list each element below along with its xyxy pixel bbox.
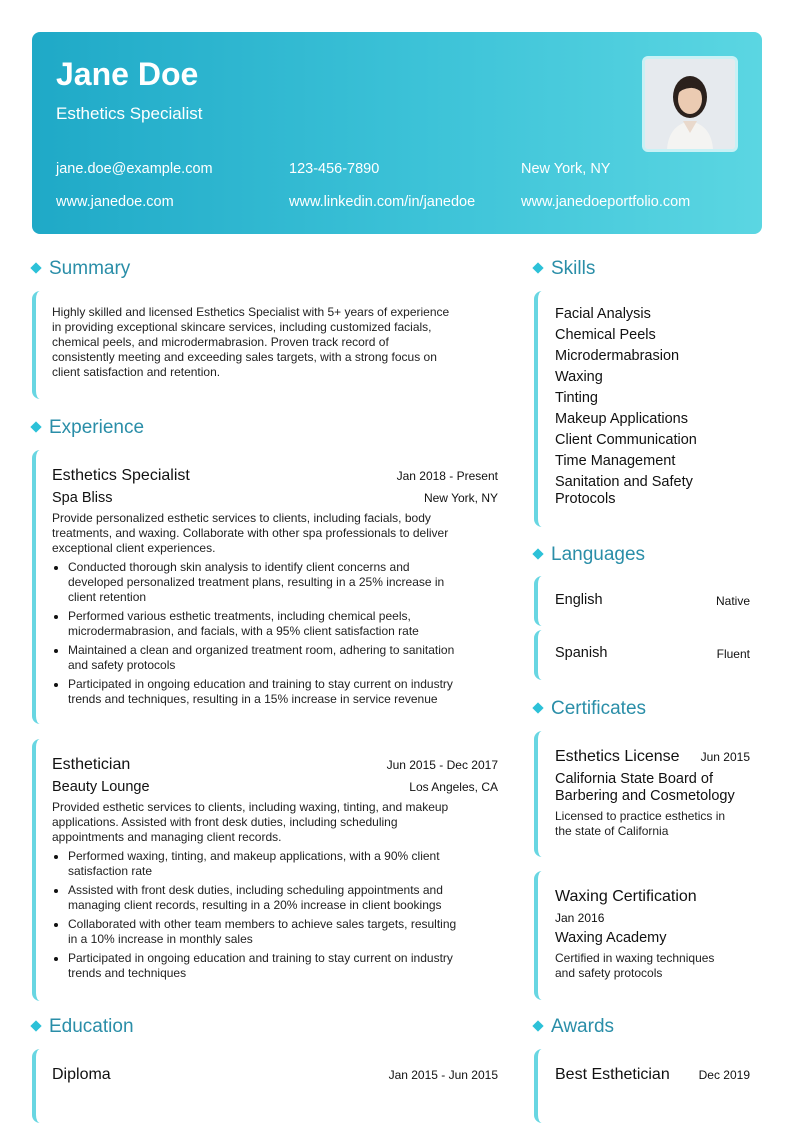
- list-item: Performed various esthetic treatments, including chemical peels, microdermabrasion, and facials, with a 95% client satisfaction rate: [52, 609, 454, 639]
- language-level: Native: [715, 594, 750, 608]
- experience-entry: [32, 450, 506, 724]
- portfolio-link[interactable]: www.janedoeportfolio.com: [521, 194, 691, 210]
- certificate-issuer: California State Board of Barbering and Cosmetology: [555, 771, 735, 804]
- list-item: Maintained a clean and organized treatment room, adhering to sanitation and safety protocols: [52, 643, 454, 673]
- diamond-bullet-icon: [30, 262, 41, 273]
- email-link[interactable]: jane.doe@example.com: [56, 161, 213, 177]
- linkedin-link[interactable]: www.linkedin.com/in/janedoe: [289, 194, 476, 210]
- diamond-bullet-icon: [532, 548, 543, 559]
- skills-list: [555, 304, 697, 510]
- company-name: Spa Bliss: [52, 490, 113, 506]
- certificate-issuer: Waxing Academy: [555, 930, 667, 946]
- website-link[interactable]: www.janedoe.com: [56, 194, 174, 210]
- experience-heading: Experience: [32, 417, 144, 439]
- award-entry: [534, 1049, 758, 1123]
- skill-item: Chemical Peels: [555, 327, 656, 343]
- candidate-title: Esthetics Specialist: [56, 104, 203, 123]
- education-heading: Education: [32, 1016, 134, 1038]
- profile-photo-illustration: [645, 59, 735, 149]
- job-location: New York, NY: [423, 491, 498, 505]
- certificate-title: Waxing Certification: [555, 888, 697, 905]
- list-item: Performed waxing, tinting, and makeup applications, with a 90% client satisfaction rate: [52, 849, 456, 879]
- list-item: Conducted thorough skin analysis to identify client concerns and developed personalized treatment plans, resulting in a 25% increase in client retention: [52, 560, 454, 605]
- job-dates: Jun 2015 - Dec 2017: [386, 758, 498, 772]
- skill-item: Time Management: [555, 453, 676, 469]
- certificate-date: Jun 2015: [700, 750, 750, 764]
- certificate-date: Jan 2016: [555, 911, 605, 925]
- list-item: Participated in ongoing education and training to stay current on industry trends and techniques: [52, 951, 456, 981]
- award-title: Best Esthetician: [555, 1066, 670, 1083]
- language-entry: [534, 630, 758, 680]
- language-name: English: [555, 592, 603, 608]
- education-dates: Jan 2015 - Jun 2015: [388, 1068, 498, 1082]
- job-location: Los Angeles, CA: [409, 780, 498, 794]
- experience-entry: [32, 739, 506, 1001]
- certificate-title: Esthetics License: [555, 748, 680, 765]
- certificate-entry: [534, 731, 758, 857]
- degree-title: Diploma: [52, 1066, 111, 1083]
- list-item: Participated in ongoing education and training to stay current on industry trends and techniques, resulting in a 15% increase in service revenue: [52, 677, 454, 707]
- skill-item: Client Communication: [555, 432, 697, 448]
- skill-item: Tinting: [555, 390, 598, 406]
- profile-photo: [642, 56, 738, 152]
- award-date: Dec 2019: [698, 1068, 750, 1082]
- awards-heading: Awards: [534, 1016, 614, 1038]
- resume-header: [32, 32, 762, 234]
- skills-block: [534, 291, 758, 527]
- certificate-description: Licensed to practice esthetics in the state of California: [555, 809, 726, 838]
- diamond-bullet-icon: [30, 1020, 41, 1031]
- certificate-description: Certified in waxing techniques and safety protocols: [555, 951, 715, 980]
- language-level: Fluent: [716, 647, 750, 661]
- phone-number[interactable]: 123-456-7890: [289, 161, 380, 177]
- list-item: Collaborated with other team members to achieve sales targets, resulting in a 10% increase in monthly sales: [52, 917, 456, 947]
- skill-item: Sanitation and Safety: [555, 474, 693, 490]
- job-description: Provided esthetic services to clients, including waxing, tinting, and makeup applications. Assisted with front desk duties, including scheduling appointments and managing client records.: [52, 800, 449, 844]
- diamond-bullet-icon: [532, 702, 543, 713]
- achievement-list: [52, 560, 454, 711]
- achievement-list: [52, 849, 456, 985]
- skill-item: Waxing: [555, 369, 603, 385]
- company-name: Beauty Lounge: [52, 779, 150, 795]
- summary-heading: Summary: [32, 258, 130, 280]
- list-item: Assisted with front desk duties, including scheduling appointments and managing client records, resulting in a 20% increase in client bookings: [52, 883, 456, 913]
- job-title: Esthetics Specialist: [52, 467, 190, 484]
- diamond-bullet-icon: [532, 1020, 543, 1031]
- diamond-bullet-icon: [532, 262, 543, 273]
- languages-heading: Languages: [534, 544, 645, 566]
- skill-item: Facial Analysis: [555, 306, 651, 322]
- skills-heading: Skills: [534, 258, 595, 280]
- job-dates: Jan 2018 - Present: [396, 469, 498, 483]
- skill-item: Microdermabrasion: [555, 348, 680, 364]
- skill-item: Protocols: [555, 491, 616, 507]
- certificates-heading: Certificates: [534, 698, 646, 720]
- skill-item: Makeup Applications: [555, 411, 688, 427]
- certificate-entry: [534, 871, 758, 1000]
- summary-block: [32, 291, 506, 399]
- diamond-bullet-icon: [30, 421, 41, 432]
- job-description: Provide personalized esthetic services to clients, including facials, body treatments, and waxing. Collaborate with other spa professionals to deliver exceptional client experiences.: [52, 511, 449, 555]
- language-name: Spanish: [555, 645, 608, 661]
- job-title: Esthetician: [52, 756, 131, 773]
- summary-text: Highly skilled and licensed Esthetics Specialist with 5+ years of experience in providing exceptional skincare services, including customized facials, chemical peels, and microdermabrasion. Proven track record of consistently meeting and exceeding sales targets, with a strong focus on client satisfaction and retention.: [52, 305, 450, 379]
- location-text: New York, NY: [521, 161, 611, 177]
- language-entry: [534, 576, 758, 626]
- candidate-name: Jane Doe: [56, 56, 199, 92]
- education-entry: [32, 1049, 506, 1123]
